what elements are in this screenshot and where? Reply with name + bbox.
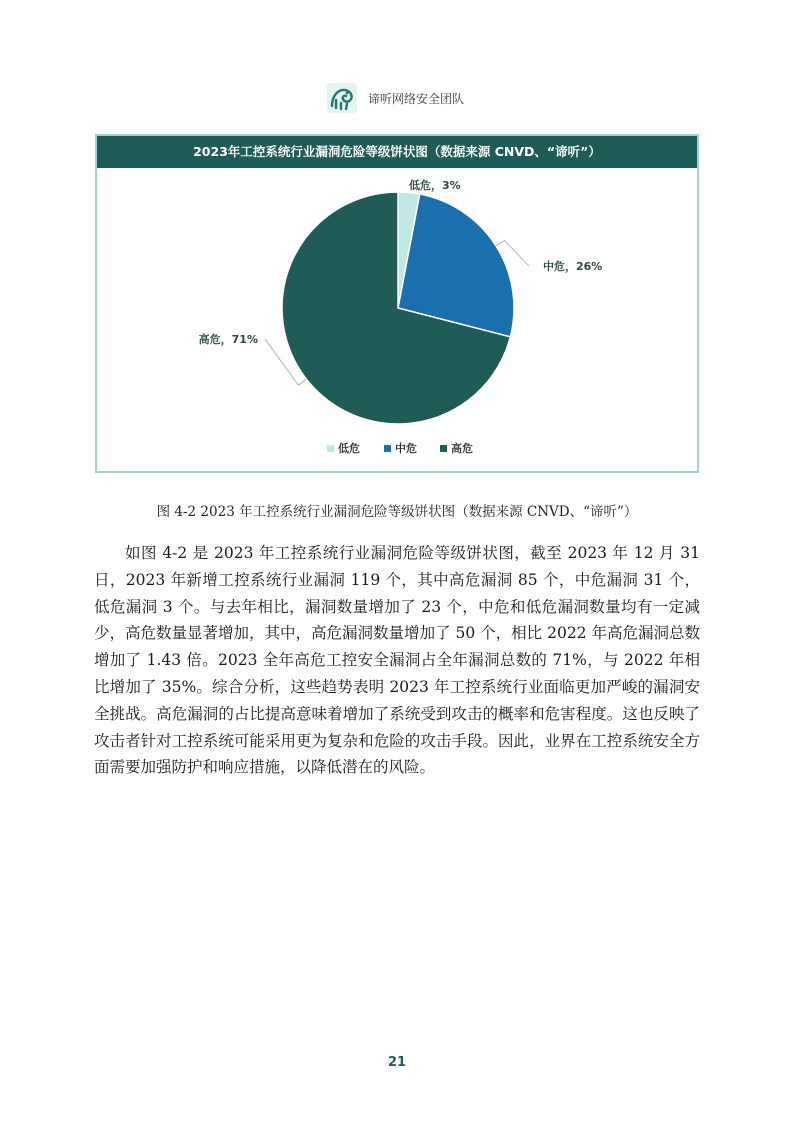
legend-swatch — [327, 445, 334, 452]
body-paragraph: 如图 4-2 是 2023 年工控系统行业漏洞危险等级饼状图，截至 2023 年 12 月 31 日，2023 年新增工控系统行业漏洞 119 个，其中高危漏洞 85 个，中危漏洞 31 个，低危漏洞 3 个。与去年相比，漏洞数量增加了 23 个，中危和低危漏洞数量均有一定减少，高危数量显著增加，其中，高危漏洞数量增加了 50 个，相比 2022 年高危漏洞总数增加了 1.43 倍。2023 全年高危工控安全漏洞占全年漏洞总数的 71%，与 2022 年相比增加了 35%。综合分析，这些趋势表明 2023 年工控系统行业面临更加严峻的漏洞安全挑战。高危漏洞的占比提高意味着增加了系统受到攻击的概率和危害程度。这也反映了攻击者针对工控系统可能采用更为复杂和危险的攻击手段。因此，业界在工控系统安全方面需要加强防护和响应措施，以降低潜在的风险。 — [94, 544, 700, 777]
data-label-high: 高危，71% — [198, 333, 258, 346]
data-label-medium: 中危，26% — [543, 260, 603, 273]
org-name: 谛听网络安全团队 — [368, 92, 465, 106]
pie-chart — [97, 136, 697, 471]
chart-title: 2023年工控系统行业漏洞危险等级饼状图（数据来源 CNVD、“谛听”） — [97, 136, 697, 168]
data-label-low: 低危，3% — [409, 179, 461, 192]
pie-chart-panel — [95, 134, 699, 473]
legend-swatch — [384, 445, 391, 452]
legend-entry-high — [440, 441, 473, 455]
page-number: 21 — [387, 1055, 407, 1070]
body-text — [94, 540, 700, 781]
legend-swatch — [440, 445, 447, 452]
legend-label: 低危 — [338, 442, 360, 455]
legend-entry-low — [327, 441, 360, 455]
dragon-logo-icon — [326, 82, 358, 114]
page-header — [0, 78, 794, 118]
legend-label: 高危 — [451, 442, 473, 455]
legend-entry-medium — [384, 441, 417, 455]
figure-caption: 图 4-2 2023 年工控系统行业漏洞危险等级饼状图（数据来源 CNVD、“谛听”） — [156, 504, 638, 520]
legend-label: 中危 — [395, 442, 417, 455]
